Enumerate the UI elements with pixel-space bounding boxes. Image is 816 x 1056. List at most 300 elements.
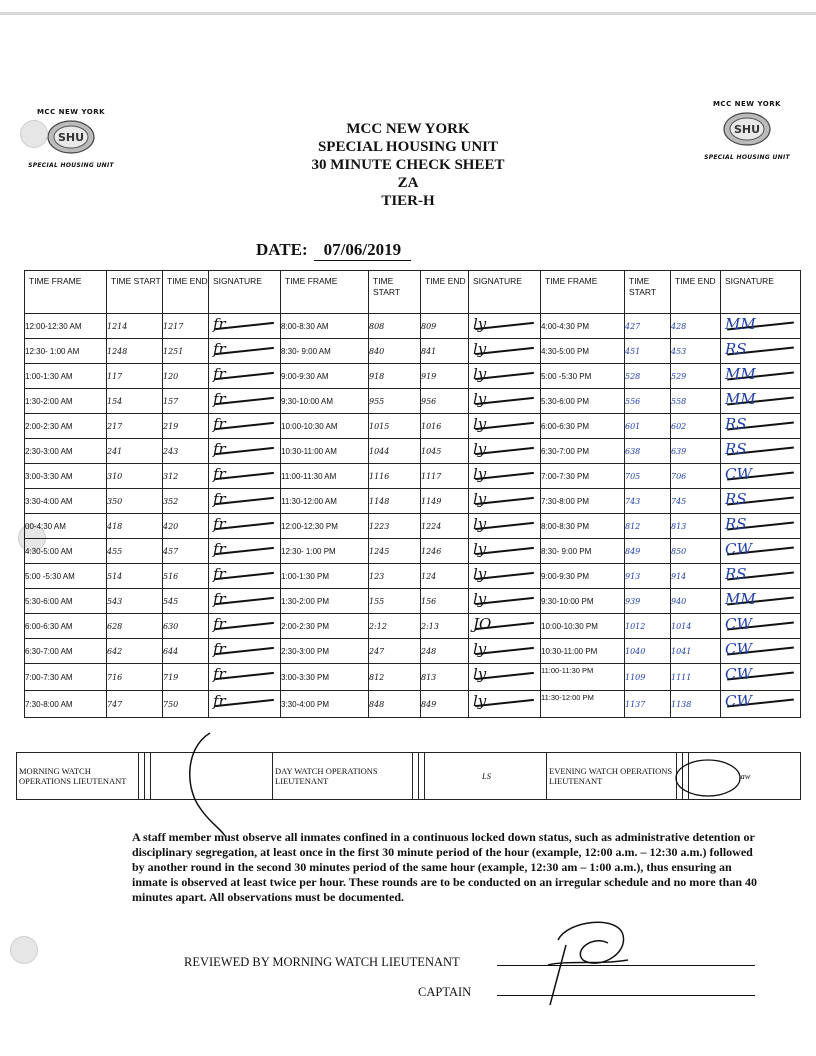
signature-initials: RS <box>725 490 747 508</box>
time-frame-cell: 3:30-4:00 AM <box>25 489 107 514</box>
col-time-start: TIME START <box>107 271 163 314</box>
time-end-cell: 706 <box>671 464 721 489</box>
time-start-cell: 1012 <box>625 614 671 639</box>
time-frame-cell: 7:30-8:00 AM <box>25 691 107 718</box>
signature-initials: MM <box>725 315 756 333</box>
signature-initials: ly <box>473 490 487 508</box>
time-start-cell: 1109 <box>625 664 671 691</box>
top-scan-edge <box>0 12 816 15</box>
time-end-cell: 745 <box>671 489 721 514</box>
date-value: 07/06/2019 <box>314 240 411 261</box>
signature-initials: ly <box>473 315 487 333</box>
time-end-cell: 719 <box>163 664 209 691</box>
signature-initials: ly <box>473 540 487 558</box>
table-row <box>25 639 801 664</box>
time-start-cell: 1015 <box>369 414 421 439</box>
signature-cell <box>209 664 281 691</box>
signature-cell <box>209 464 281 489</box>
signature-initials: MM <box>725 390 756 408</box>
signature-cell <box>469 414 541 439</box>
signature-cell <box>209 314 281 339</box>
time-end-cell: 850 <box>671 539 721 564</box>
signature-cell <box>721 364 801 389</box>
time-frame-cell: 5:30-6:00 AM <box>25 589 107 614</box>
time-end-cell: 529 <box>671 364 721 389</box>
time-frame-cell: 10:30-11:00 PM <box>541 639 625 664</box>
time-start-cell: 1245 <box>369 539 421 564</box>
signature-cell <box>469 389 541 414</box>
logo-left-top-text: MCC NEW YORK <box>36 108 106 116</box>
time-frame-cell: 3:00-3:30 AM <box>25 464 107 489</box>
time-start-cell: 840 <box>369 339 421 364</box>
time-end-cell: 156 <box>421 589 469 614</box>
time-end-cell: 841 <box>421 339 469 364</box>
signature-cell <box>721 489 801 514</box>
signature-initials: fr <box>213 540 226 558</box>
time-end-cell: 248 <box>421 639 469 664</box>
time-frame-cell: 2:00-2:30 AM <box>25 414 107 439</box>
time-frame-cell: 7:00-7:30 AM <box>25 664 107 691</box>
signature-initials: fr <box>213 665 226 683</box>
time-frame-cell: 3:00-3:30 PM <box>281 664 369 691</box>
document-header <box>250 120 566 210</box>
time-end-cell: 428 <box>671 314 721 339</box>
punch-hole-icon <box>10 936 38 964</box>
time-end-cell: 750 <box>163 691 209 718</box>
time-start-cell: 154 <box>107 389 163 414</box>
time-start-cell: 705 <box>625 464 671 489</box>
time-start-cell: 638 <box>625 439 671 464</box>
table-row <box>25 314 801 339</box>
time-end-cell: 545 <box>163 589 209 614</box>
col-time-start: TIME START <box>625 271 671 314</box>
col-time-frame: TIME FRAME <box>281 271 369 314</box>
time-frame-cell: 9:30-10:00 PM <box>541 589 625 614</box>
time-start-cell: 601 <box>625 414 671 439</box>
signature-initials: ly <box>473 692 487 710</box>
signature-initials: ly <box>473 665 487 683</box>
time-start-cell: 812 <box>625 514 671 539</box>
time-frame-cell: 11:30-12:00 PM <box>541 691 625 718</box>
time-start-cell: 849 <box>625 539 671 564</box>
time-end-cell: 914 <box>671 564 721 589</box>
signature-initials: ly <box>473 390 487 408</box>
time-frame-cell: 6:00-6:30 AM <box>25 614 107 639</box>
header-line-2: SPECIAL HOUSING UNIT <box>317 139 499 155</box>
signature-initials: ly <box>473 340 487 358</box>
time-start-cell: 918 <box>369 364 421 389</box>
signature-initials: CW <box>725 540 752 558</box>
signature-cell <box>209 364 281 389</box>
signature-initials: fr <box>213 440 226 458</box>
table-row <box>25 664 801 691</box>
time-start-cell: 556 <box>625 389 671 414</box>
signature-cell <box>469 489 541 514</box>
time-frame-cell: 12:00-12:30 AM <box>25 314 107 339</box>
time-start-cell: 2:12 <box>369 614 421 639</box>
time-end-cell: 1224 <box>421 514 469 539</box>
signature-initials: RS <box>725 440 747 458</box>
table-row <box>25 489 801 514</box>
time-frame-cell: 1:30-2:00 AM <box>25 389 107 414</box>
signature-cell <box>721 314 801 339</box>
signature-cell <box>469 364 541 389</box>
table-row <box>25 414 801 439</box>
signature-cell <box>469 639 541 664</box>
morning-signature-stroke <box>180 728 240 838</box>
shu-badge-icon <box>46 119 96 155</box>
date-field <box>256 240 556 261</box>
time-end-cell: 457 <box>163 539 209 564</box>
time-start-cell: 628 <box>107 614 163 639</box>
time-end-cell: 849 <box>421 691 469 718</box>
time-end-cell: 1138 <box>671 691 721 718</box>
time-start-cell: 310 <box>107 464 163 489</box>
time-start-cell: 939 <box>625 589 671 614</box>
time-start-cell: 241 <box>107 439 163 464</box>
time-frame-cell: 3:30-4:00 PM <box>281 691 369 718</box>
signature-initials: CW <box>725 692 752 710</box>
signature-initials: JO <box>473 615 492 633</box>
table-row <box>25 514 801 539</box>
time-start-cell: 1137 <box>625 691 671 718</box>
time-end-cell: 453 <box>671 339 721 364</box>
time-frame-cell: 2:30-3:00 PM <box>281 639 369 664</box>
signature-cell <box>721 589 801 614</box>
time-end-cell: 1014 <box>671 614 721 639</box>
col-time-end: TIME END <box>421 271 469 314</box>
time-frame-cell: 6:30-7:00 PM <box>541 439 625 464</box>
time-start-cell: 1223 <box>369 514 421 539</box>
time-end-cell: 813 <box>671 514 721 539</box>
signature-initials: ly <box>473 415 487 433</box>
time-frame-cell: 5:00 -5:30 PM <box>541 364 625 389</box>
signature-initials: CW <box>725 665 752 683</box>
time-frame-cell: 6:00-6:30 PM <box>541 414 625 439</box>
shu-badge-icon <box>722 111 772 147</box>
time-frame-cell: 6:30-7:00 AM <box>25 639 107 664</box>
time-frame-cell: 9:00-9:30 PM <box>541 564 625 589</box>
time-frame-cell: 8:30- 9:00 AM <box>281 339 369 364</box>
time-start-cell: 514 <box>107 564 163 589</box>
logo-left-bottom-text: SPECIAL HOUSING UNIT <box>28 162 114 169</box>
time-frame-cell: 8:00-8:30 PM <box>541 514 625 539</box>
time-start-cell: 747 <box>107 691 163 718</box>
signature-cell <box>209 539 281 564</box>
signature-cell <box>469 514 541 539</box>
time-frame-cell: 10:30-11:00 AM <box>281 439 369 464</box>
time-start-cell: 418 <box>107 514 163 539</box>
time-start-cell: 1148 <box>369 489 421 514</box>
signature-cell <box>209 614 281 639</box>
time-start-cell: 123 <box>369 564 421 589</box>
time-frame-cell: 4:00-4:30 PM <box>541 314 625 339</box>
time-start-cell: 743 <box>625 489 671 514</box>
signature-initials: RS <box>725 340 747 358</box>
time-frame-cell: 10:00-10:30 AM <box>281 414 369 439</box>
time-end-cell: 644 <box>163 639 209 664</box>
time-frame-cell: 11:00-11:30 PM <box>541 664 625 691</box>
signature-cell <box>209 639 281 664</box>
time-frame-cell: 9:30-10:00 AM <box>281 389 369 414</box>
signature-initials: RS <box>725 515 747 533</box>
logo-right-bottom-text: SPECIAL HOUSING UNIT <box>704 154 790 161</box>
time-start-cell: 1116 <box>369 464 421 489</box>
reviewed-by-label: REVIEWED BY MORNING WATCH LIEUTENANT <box>184 955 460 969</box>
time-end-cell: 809 <box>421 314 469 339</box>
signature-cell <box>469 464 541 489</box>
signature-cell <box>209 439 281 464</box>
signature-initials: fr <box>213 415 226 433</box>
signature-initials: fr <box>213 340 226 358</box>
time-frame-cell: 10:00-10:30 PM <box>541 614 625 639</box>
signature-initials: CW <box>725 465 752 483</box>
time-end-cell: 558 <box>671 389 721 414</box>
time-end-cell: 919 <box>421 364 469 389</box>
signature-cell <box>469 314 541 339</box>
signature-cell <box>209 589 281 614</box>
header-line-1: MCC NEW YORK <box>346 121 470 137</box>
check-sheet-table <box>24 270 801 718</box>
col-time-frame: TIME FRAME <box>541 271 625 314</box>
signature-cell <box>209 691 281 718</box>
time-end-cell: 120 <box>163 364 209 389</box>
col-time-start: TIME START <box>369 271 421 314</box>
signature-cell <box>469 664 541 691</box>
header-line-5: TIER-H <box>381 193 435 209</box>
time-frame-cell: 11:00-11:30 AM <box>281 464 369 489</box>
signature-initials: CW <box>725 615 752 633</box>
signature-initials: fr <box>213 640 226 658</box>
table-row <box>25 589 801 614</box>
logo-right-top-text: MCC NEW YORK <box>712 100 782 108</box>
time-start-cell: 955 <box>369 389 421 414</box>
table-row <box>25 389 801 414</box>
time-end-cell: 1117 <box>421 464 469 489</box>
time-frame-cell: 9:00-9:30 AM <box>281 364 369 389</box>
signature-cell <box>209 414 281 439</box>
time-start-cell: 247 <box>369 639 421 664</box>
header-line-3: 30 MINUTE CHECK SHEET <box>311 157 505 173</box>
signature-initials: fr <box>213 692 226 710</box>
evening-watch-label: EVENING WATCH OPERATIONS LIEUTENANT <box>547 753 677 800</box>
time-start-cell: 808 <box>369 314 421 339</box>
time-start-cell: 812 <box>369 664 421 691</box>
time-start-cell: 528 <box>625 364 671 389</box>
col-time-end: TIME END <box>671 271 721 314</box>
time-end-cell: 1246 <box>421 539 469 564</box>
evening-watch-signature: aw <box>689 753 801 800</box>
table-header-row <box>25 271 801 314</box>
signature-initials: ly <box>473 515 487 533</box>
table-row <box>25 464 801 489</box>
signature-initials: ly <box>473 465 487 483</box>
table-row <box>25 564 801 589</box>
time-end-cell: 1111 <box>671 664 721 691</box>
time-frame-cell: 00-4:30 AM <box>25 514 107 539</box>
time-start-cell: 1214 <box>107 314 163 339</box>
time-start-cell: 1040 <box>625 639 671 664</box>
signature-cell <box>721 614 801 639</box>
evening-signature-circle <box>672 756 744 800</box>
signature-initials: fr <box>213 490 226 508</box>
table-row <box>25 439 801 464</box>
time-end-cell: 2:13 <box>421 614 469 639</box>
signature-cell <box>721 414 801 439</box>
time-frame-cell: 2:00-2:30 PM <box>281 614 369 639</box>
date-label: DATE: <box>256 240 308 259</box>
time-frame-cell: 5:30-6:00 PM <box>541 389 625 414</box>
time-frame-cell: 12:30- 1:00 PM <box>281 539 369 564</box>
time-start-cell: 913 <box>625 564 671 589</box>
signature-cell <box>721 664 801 691</box>
time-start-cell: 427 <box>625 314 671 339</box>
signature-initials: fr <box>213 515 226 533</box>
signature-initials: MM <box>725 590 756 608</box>
time-end-cell: 219 <box>163 414 209 439</box>
time-end-cell: 1217 <box>163 314 209 339</box>
time-frame-cell: 2:30-3:00 AM <box>25 439 107 464</box>
signature-initials: RS <box>725 565 747 583</box>
time-end-cell: 602 <box>671 414 721 439</box>
time-start-cell: 455 <box>107 539 163 564</box>
time-frame-cell: 8:30- 9:00 PM <box>541 539 625 564</box>
time-end-cell: 940 <box>671 589 721 614</box>
col-time-end: TIME END <box>163 271 209 314</box>
signature-initials: ly <box>473 565 487 583</box>
signature-initials: CW <box>725 640 752 658</box>
signature-cell <box>469 564 541 589</box>
col-signature: SIGNATURE <box>209 271 281 314</box>
time-end-cell: 516 <box>163 564 209 589</box>
signature-cell <box>721 464 801 489</box>
captain-label: CAPTAIN <box>418 985 472 999</box>
time-frame-cell: 12:00-12:30 PM <box>281 514 369 539</box>
signature-cell <box>209 339 281 364</box>
day-watch-label: DAY WATCH OPERATIONS LIEUTENANT <box>273 753 413 800</box>
signature-cell <box>469 439 541 464</box>
time-start-cell: 155 <box>369 589 421 614</box>
time-end-cell: 124 <box>421 564 469 589</box>
signature-initials: fr <box>213 565 226 583</box>
signature-initials: fr <box>213 365 226 383</box>
table-row <box>25 364 801 389</box>
time-end-cell: 352 <box>163 489 209 514</box>
time-end-cell: 312 <box>163 464 209 489</box>
header-line-4: ZA <box>397 175 419 191</box>
signature-cell <box>469 539 541 564</box>
time-start-cell: 1044 <box>369 439 421 464</box>
table-row <box>25 691 801 718</box>
time-end-cell: 956 <box>421 389 469 414</box>
signature-initials: ly <box>473 590 487 608</box>
signature-cell <box>721 389 801 414</box>
time-end-cell: 1149 <box>421 489 469 514</box>
day-watch-signature: LS <box>425 753 547 800</box>
time-start-cell: 451 <box>625 339 671 364</box>
logo-right-seal-text: SHU <box>733 123 761 136</box>
col-time-frame: TIME FRAME <box>25 271 107 314</box>
signature-initials: fr <box>213 590 226 608</box>
signature-cell <box>209 514 281 539</box>
col-signature: SIGNATURE <box>721 271 801 314</box>
signature-cell <box>721 639 801 664</box>
time-frame-cell: 12:30- 1:00 AM <box>25 339 107 364</box>
time-frame-cell: 1:30-2:00 PM <box>281 589 369 614</box>
signature-initials: RS <box>725 415 747 433</box>
logo-right <box>692 100 802 161</box>
time-frame-cell: 1:00-1:30 PM <box>281 564 369 589</box>
time-frame-cell: 1:00-1:30 AM <box>25 364 107 389</box>
time-end-cell: 420 <box>163 514 209 539</box>
col-signature: SIGNATURE <box>469 271 541 314</box>
signature-cell <box>721 691 801 718</box>
time-end-cell: 157 <box>163 389 209 414</box>
morning-watch-label: MORNING WATCH OPERATIONS LIEUTENANT <box>17 753 139 800</box>
time-start-cell: 716 <box>107 664 163 691</box>
signature-cell <box>721 439 801 464</box>
signature-initials: fr <box>213 465 226 483</box>
logo-left-seal-text: SHU <box>57 131 85 144</box>
signature-initials: fr <box>213 315 226 333</box>
signature-cell <box>209 564 281 589</box>
signature-initials: fr <box>213 615 226 633</box>
table-row <box>25 614 801 639</box>
time-end-cell: 1016 <box>421 414 469 439</box>
time-frame-cell: 7:00-7:30 PM <box>541 464 625 489</box>
signature-initials: ly <box>473 440 487 458</box>
table-row <box>25 339 801 364</box>
lieutenant-signature-scribble <box>528 905 648 1015</box>
signature-cell <box>469 691 541 718</box>
signature-initials: ly <box>473 640 487 658</box>
signature-cell <box>469 614 541 639</box>
punch-hole-icon <box>20 120 48 148</box>
time-frame-cell: 4:30-5:00 PM <box>541 339 625 364</box>
signature-cell <box>469 589 541 614</box>
signature-initials: fr <box>213 390 226 408</box>
time-end-cell: 1251 <box>163 339 209 364</box>
time-start-cell: 543 <box>107 589 163 614</box>
signature-initials: MM <box>725 365 756 383</box>
time-start-cell: 642 <box>107 639 163 664</box>
time-end-cell: 1041 <box>671 639 721 664</box>
time-end-cell: 639 <box>671 439 721 464</box>
time-start-cell: 1248 <box>107 339 163 364</box>
table-row <box>25 539 801 564</box>
signature-cell <box>721 514 801 539</box>
time-end-cell: 630 <box>163 614 209 639</box>
signature-cell <box>469 339 541 364</box>
signature-cell <box>721 339 801 364</box>
time-frame-cell: 7:30-8:00 PM <box>541 489 625 514</box>
time-end-cell: 813 <box>421 664 469 691</box>
time-frame-cell: 11:30-12:00 AM <box>281 489 369 514</box>
time-end-cell: 1045 <box>421 439 469 464</box>
time-end-cell: 243 <box>163 439 209 464</box>
time-frame-cell: 5:00 -5:30 AM <box>25 564 107 589</box>
time-frame-cell: 4:30-5:00 AM <box>25 539 107 564</box>
time-start-cell: 350 <box>107 489 163 514</box>
signature-cell <box>721 564 801 589</box>
time-frame-cell: 8:00-8:30 AM <box>281 314 369 339</box>
signature-cell <box>721 539 801 564</box>
time-start-cell: 217 <box>107 414 163 439</box>
signature-initials: ly <box>473 365 487 383</box>
time-start-cell: 117 <box>107 364 163 389</box>
signature-cell <box>209 489 281 514</box>
signature-cell <box>209 389 281 414</box>
